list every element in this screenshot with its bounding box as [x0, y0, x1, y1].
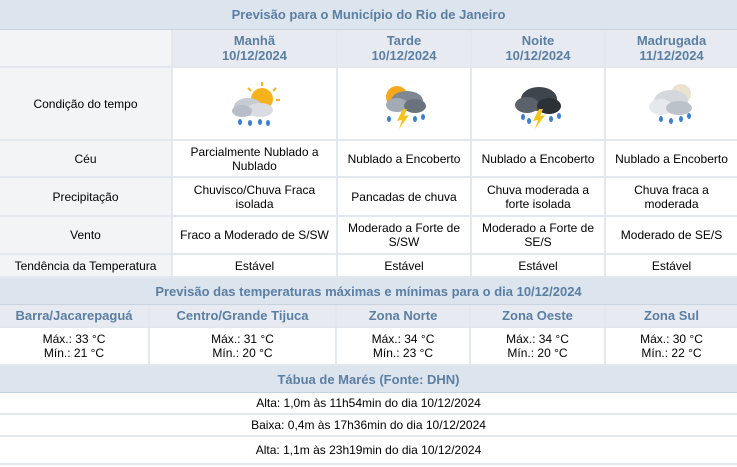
wind-cell: Moderado a Forte de S/SW	[338, 217, 472, 255]
max-temp: Máx.: 30 °C	[640, 332, 703, 346]
zone-name: Centro/Grande Tijuca	[150, 305, 337, 328]
period-header	[472, 30, 606, 68]
condition-cell	[472, 68, 606, 141]
period-date: 10/12/2024	[505, 48, 571, 63]
min-temp: Mín.: 20 °C	[507, 346, 568, 360]
tide-row: Alta: 1,1m às 23h19min do dia 10/12/2024	[0, 437, 737, 465]
sky-row	[0, 141, 737, 178]
zone-header-row	[0, 305, 737, 328]
period-date: 10/12/2024	[221, 48, 288, 63]
tide-row: Baixa: 0,4m às 17h36min do dia 10/12/2024	[0, 415, 737, 437]
temperatures-title: Previsão das temperaturas máximas e mínimas para o dia 10/12/2024	[0, 278, 737, 305]
period-date: 11/12/2024	[639, 48, 704, 63]
sky-cell: Nublado a Encoberto	[338, 141, 472, 178]
partly-cloudy-rain-icon	[224, 79, 286, 129]
row-label: Vento	[0, 217, 173, 255]
wind-cell: Moderado de SE/S	[606, 217, 737, 255]
row-label: Céu	[0, 141, 173, 178]
storm-sun-icon	[373, 79, 435, 129]
period-header	[173, 30, 338, 68]
max-temp: Máx.: 34 °C	[506, 332, 569, 346]
row-label: Precipitação	[0, 178, 173, 217]
min-temp: Mín.: 22 °C	[641, 346, 702, 360]
sky-cell: Nublado a Encoberto	[472, 141, 606, 178]
precipitation-cell: Chuvisco/Chuva Fraca isolada	[173, 178, 338, 217]
period-name: Tarde	[386, 33, 422, 48]
period-name: Madrugada	[636, 33, 707, 48]
wind-row	[0, 217, 737, 255]
condition-cell	[338, 68, 472, 141]
condition-row	[0, 68, 737, 141]
precipitation-cell: Chuva moderada a forte isolada	[472, 178, 606, 217]
row-label: Condição do tempo	[0, 68, 173, 141]
zone-temps	[337, 328, 471, 366]
row-label: Tendência da Temperatura	[0, 255, 173, 278]
forecast-title: Previsão para o Município do Rio de Janeiro	[0, 0, 737, 30]
cloud-rain-sun-icon	[641, 79, 703, 129]
zone-temps-row	[0, 328, 737, 366]
zone-name: Zona Oeste	[471, 305, 606, 328]
wind-cell: Moderado a Forte de SE/S	[472, 217, 606, 255]
min-temp: Mín.: 20 °C	[212, 346, 273, 360]
header-blank	[0, 30, 173, 68]
sky-cell: Nublado a Encoberto	[606, 141, 737, 178]
period-header-row	[0, 30, 737, 68]
zone-temps	[606, 328, 737, 366]
trend-cell: Estável	[606, 255, 737, 278]
zone-temps	[471, 328, 606, 366]
zone-name: Zona Sul	[606, 305, 737, 328]
max-temp: Máx.: 33 °C	[42, 332, 106, 346]
wind-cell: Fraco a Moderado de S/SW	[173, 217, 338, 255]
trend-cell: Estável	[472, 255, 606, 278]
precipitation-cell: Pancadas de chuva	[338, 178, 472, 217]
zone-name: Barra/Jacarepaguá	[0, 305, 150, 328]
period-date: 10/12/2024	[371, 48, 437, 63]
min-temp: Mín.: 23 °C	[372, 346, 434, 360]
max-temp: Máx.: 31 °C	[211, 332, 274, 346]
zone-temps	[0, 328, 150, 366]
trend-row	[0, 255, 737, 278]
tide-title: Tábua de Marés (Fonte: DHN)	[0, 366, 737, 393]
sky-cell: Parcialmente Nublado a Nublado	[173, 141, 338, 178]
precipitation-row	[0, 178, 737, 217]
period-header	[606, 30, 737, 68]
precipitation-cell: Chuva fraca a moderada	[606, 178, 737, 217]
condition-cell	[606, 68, 737, 141]
max-temp: Máx.: 34 °C	[371, 332, 435, 346]
period-name: Noite	[521, 33, 555, 48]
tide-row: Alta: 1,0m às 11h54min do dia 10/12/2024	[0, 393, 737, 415]
period-header	[338, 30, 472, 68]
trend-cell: Estável	[173, 255, 338, 278]
trend-cell: Estável	[338, 255, 472, 278]
min-temp: Mín.: 21 °C	[43, 346, 105, 360]
dark-storm-icon	[507, 79, 569, 129]
zone-name: Zona Norte	[337, 305, 471, 328]
condition-cell	[173, 68, 338, 141]
period-name: Manhã	[233, 33, 276, 48]
zone-temps	[150, 328, 337, 366]
